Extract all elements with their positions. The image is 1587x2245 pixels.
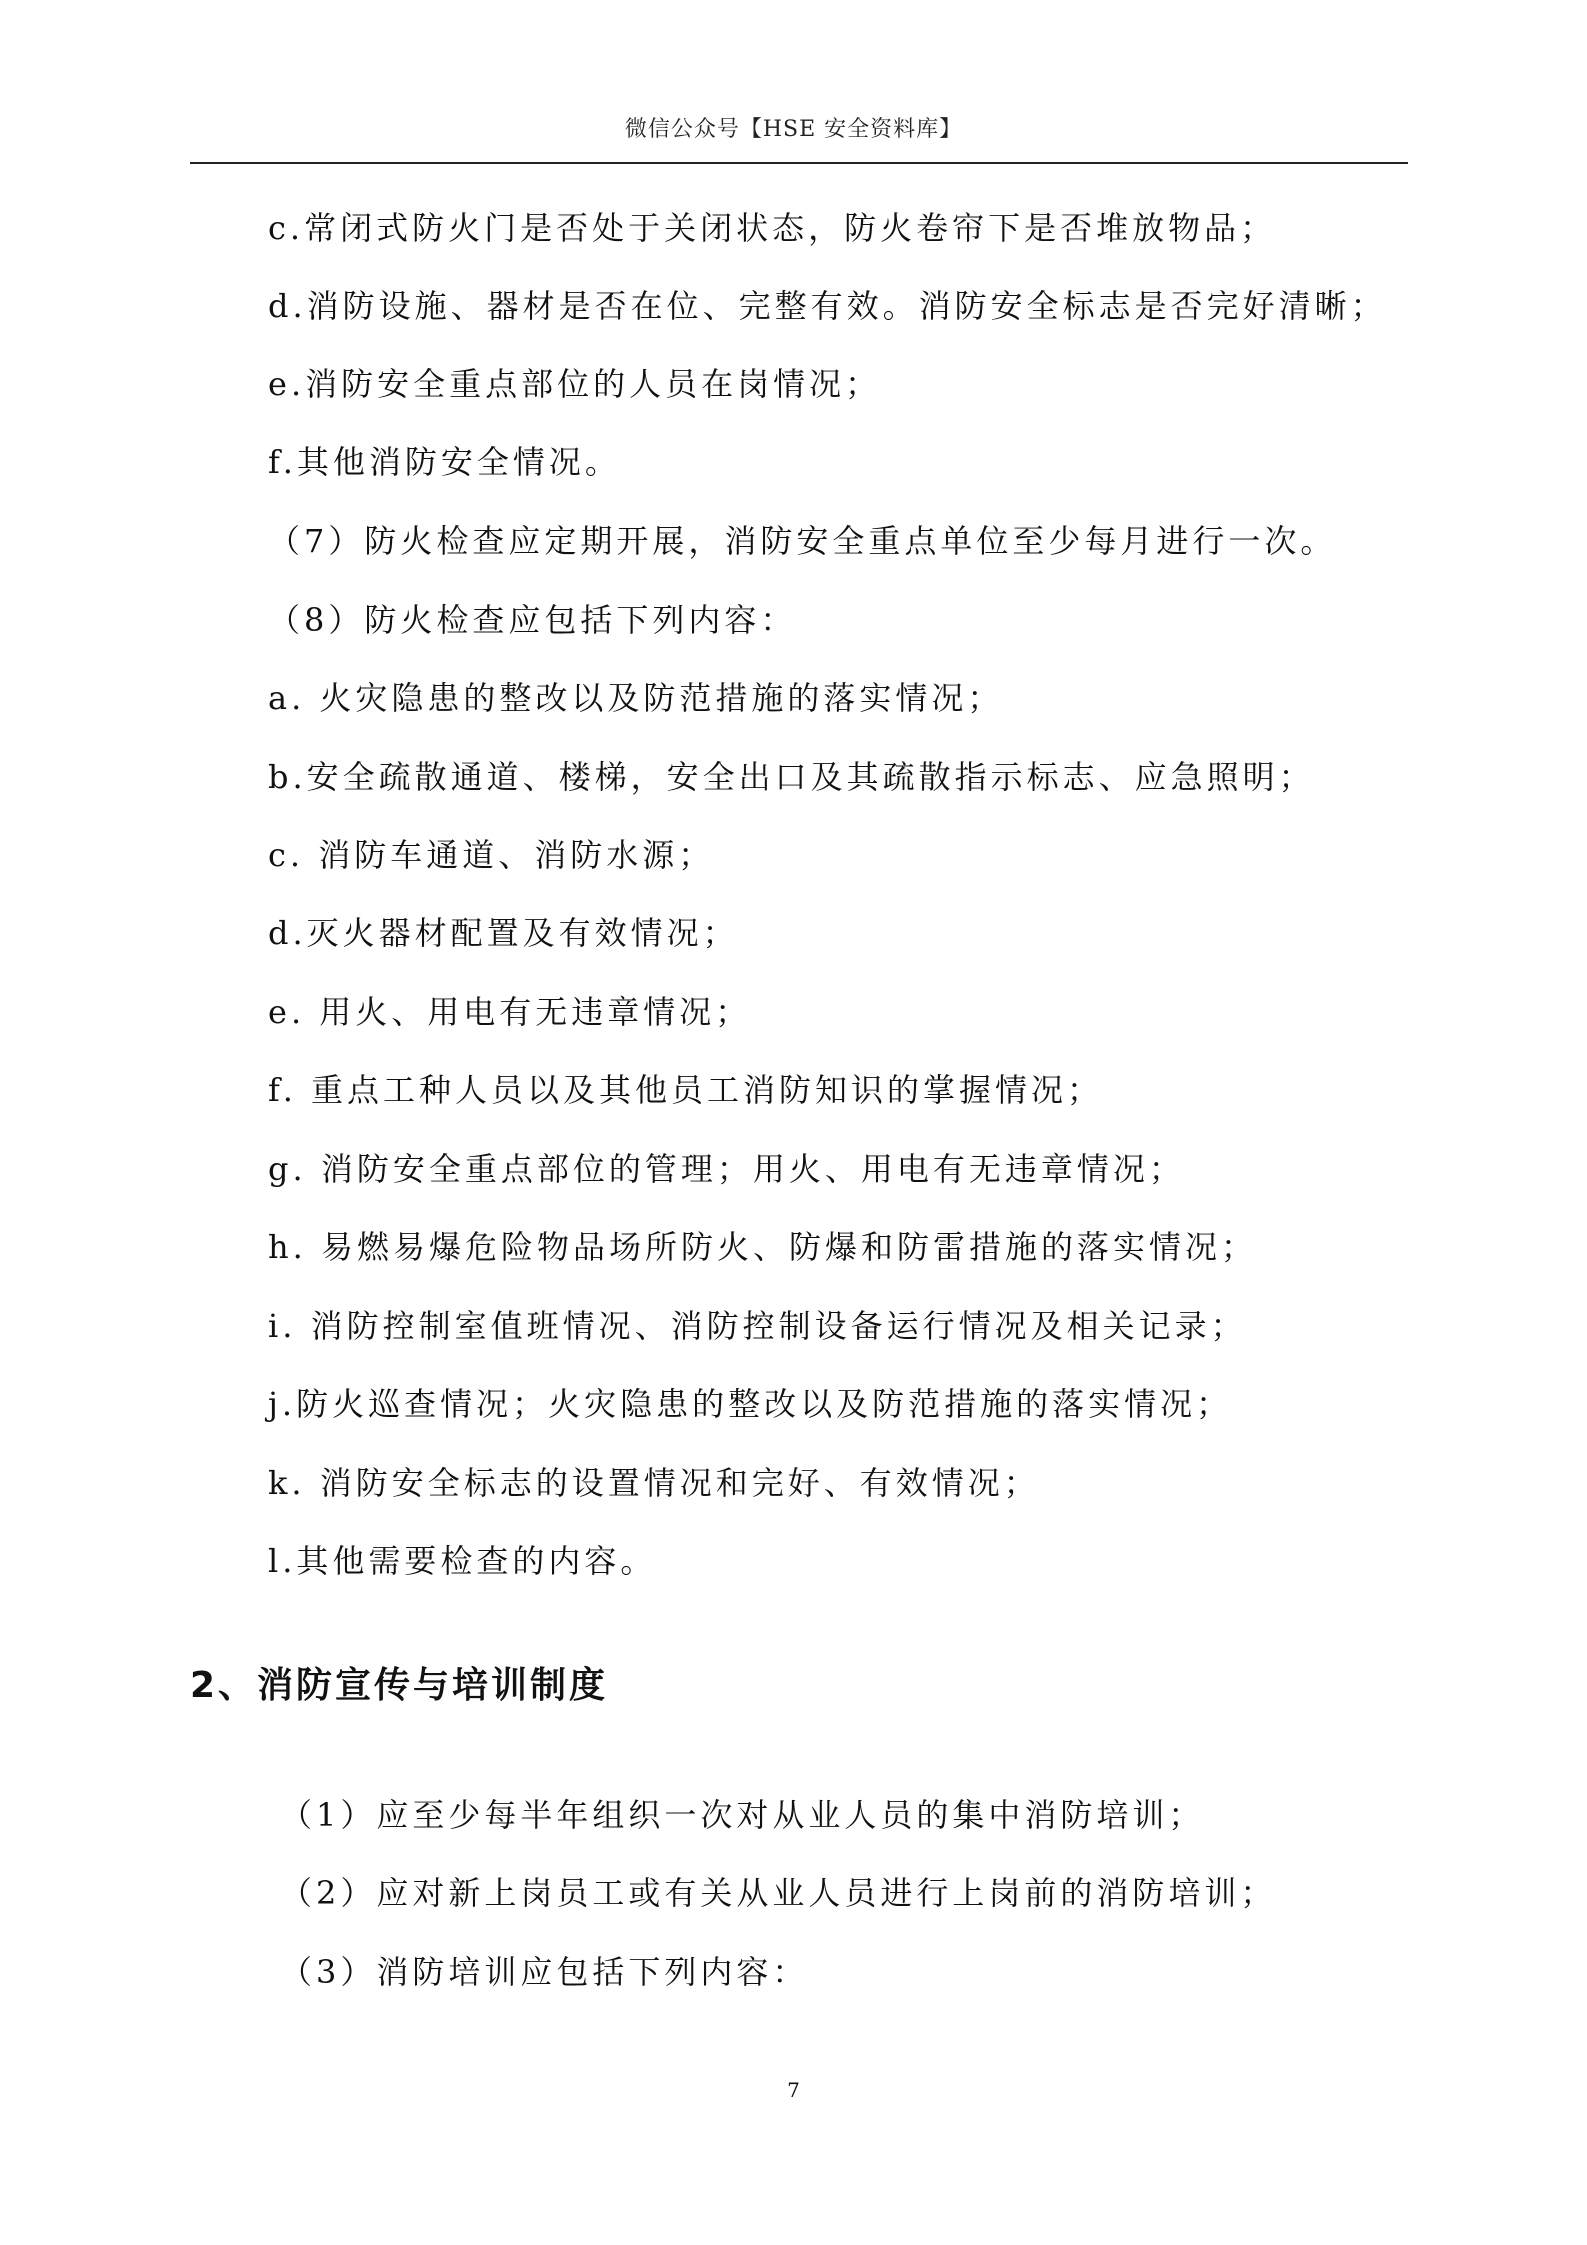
list-item: （1）应至少每半年组织一次对从业人员的集中消防培训； bbox=[280, 1796, 1205, 1834]
list-item: a. 火灾隐患的整改以及防范措施的落实情况； bbox=[268, 679, 1004, 717]
list-item: f.其他消防安全情况。 bbox=[268, 443, 621, 481]
list-item: k. 消防安全标志的设置情况和完好、有效情况； bbox=[268, 1464, 1040, 1502]
page-header: 微信公众号【HSE 安全资料库】 bbox=[624, 117, 963, 142]
list-item: d.消防设施、器材是否在位、完整有效。消防安全标志是否完好清晰； bbox=[268, 287, 1387, 325]
list-item: c.常闭式防火门是否处于关闭状态，防火卷帘下是否堆放物品； bbox=[268, 209, 1277, 247]
clause-paragraph: （7）防火检查应定期开展，消防安全重点单位至少每月进行一次。 bbox=[268, 522, 1337, 560]
list-item: g. 消防安全重点部位的管理；用火、用电有无违章情况； bbox=[268, 1150, 1185, 1188]
list-item: h. 易燃易爆危险物品场所防火、防爆和防雷措施的落实情况； bbox=[268, 1228, 1257, 1266]
section-heading: 2、消防宣传与培训制度 bbox=[190, 1665, 609, 1706]
list-item: d.灭火器材配置及有效情况； bbox=[268, 914, 739, 952]
list-item: （3）消防培训应包括下列内容： bbox=[280, 1953, 809, 1991]
list-item: b.安全疏散通道、楼梯，安全出口及其疏散指示标志、应急照明； bbox=[268, 758, 1315, 796]
list-item: j.防火巡查情况；火灾隐患的整改以及防范措施的落实情况； bbox=[268, 1385, 1233, 1423]
list-item: e. 用火、用电有无违章情况； bbox=[268, 993, 752, 1031]
list-item: （2）应对新上岗员工或有关从业人员进行上岗前的消防培训； bbox=[280, 1874, 1277, 1912]
header-divider bbox=[190, 162, 1408, 164]
list-item: f. 重点工种人员以及其他员工消防知识的掌握情况； bbox=[268, 1071, 1104, 1109]
list-item: e.消防安全重点部位的人员在岗情况； bbox=[268, 365, 882, 403]
page-number: 7 bbox=[787, 2078, 800, 2102]
list-item: i. 消防控制室值班情况、消防控制设备运行情况及相关记录； bbox=[268, 1307, 1247, 1345]
list-item: c. 消防车通道、消防水源； bbox=[268, 836, 715, 874]
list-item: l.其他需要检查的内容。 bbox=[268, 1542, 657, 1580]
clause-paragraph: （8）防火检查应包括下列内容： bbox=[268, 601, 797, 639]
